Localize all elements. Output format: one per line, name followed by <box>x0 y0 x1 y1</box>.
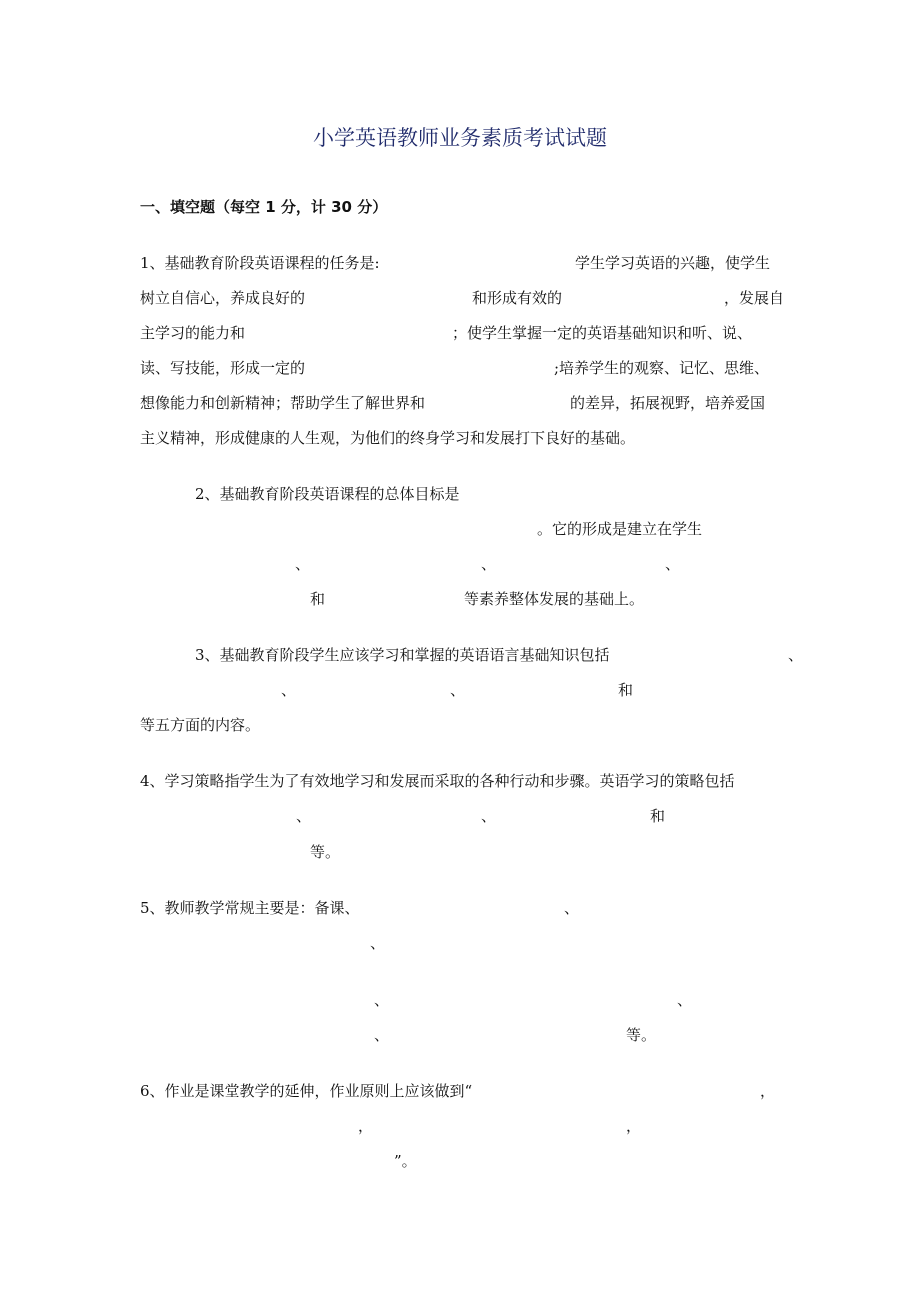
q6-separator: ， <box>626 1117 642 1135</box>
q2-separator: 、 <box>295 555 311 573</box>
q3-line3-text: 等五方面的内容。 <box>140 716 261 734</box>
q5-line1-text: 5、教师教学常规主要是：备课、 <box>140 899 360 917</box>
q1-line2-text: 树立自信心，养成良好的 <box>140 289 306 307</box>
q1-line1-cont: 学生学习英语的兴趣，使学生 <box>575 254 771 272</box>
q4-separator: 、 <box>296 807 312 825</box>
q5-separator: 、 <box>374 991 390 1009</box>
q1-line1-text: 1、基础教育阶段英语课程的任务是: <box>140 254 380 272</box>
q3-and: 和 <box>618 681 634 699</box>
q2-line1-text: 2、基础教育阶段英语课程的总体目标是 <box>195 485 460 503</box>
q3-line1-text: 3、基础教育阶段学生应该学习和掌握的英语语言基础知识包括 <box>195 646 610 664</box>
q5-separator: 、 <box>370 934 386 952</box>
q3-separator: 、 <box>450 681 466 699</box>
q1-line5-text: 想像能力和创新精神；帮助学生了解世界和 <box>140 394 426 412</box>
q1-line6-text: 主义精神，形成健康的人生观，为他们的终身学习和发展打下良好的基础。 <box>140 429 636 447</box>
q6-separator: ， <box>760 1082 776 1100</box>
q2-line4-text: 等素养整体发展的基础上。 <box>464 590 645 608</box>
q1-line2-end: ，发展自 <box>724 289 785 307</box>
q5-separator: 、 <box>564 899 580 917</box>
q6-line1-text: 6、作业是课堂教学的延伸，作业原则上应该做到“ <box>140 1082 473 1100</box>
q1-line2-mid: 和形成有效的 <box>472 289 563 307</box>
q4-separator: 、 <box>481 807 497 825</box>
q6-separator: ， <box>358 1117 374 1135</box>
q6-line3-text: ”。 <box>394 1152 417 1170</box>
q1-line3-cont: ；使学生掌握一定的英语基础知识和听、说、 <box>452 324 753 342</box>
q3-separator: 、 <box>788 646 804 664</box>
q5-separator: 、 <box>374 1026 390 1044</box>
q3-separator: 、 <box>281 681 297 699</box>
q2-line2-text: 。它的形成是建立在学生 <box>537 520 703 538</box>
q4-and: 和 <box>650 807 666 825</box>
q1-line4-cont: ;培养学生的观察、记忆、思维、 <box>554 359 770 377</box>
q4-line1-text: 4、学习策略指学生为了有效地学习和发展而采取的各种行动和步骤。英语学习的策略包括 <box>140 772 735 790</box>
page-title: 小学英语教师业务素质考试试题 <box>313 126 607 150</box>
q2-separator: 、 <box>481 555 497 573</box>
q1-line5-cont: 的差异，拓展视野，培养爱国 <box>570 394 766 412</box>
q2-separator: 、 <box>665 555 681 573</box>
q5-separator: 、 <box>677 991 693 1009</box>
q1-line4-text: 读、写技能，形成一定的 <box>140 359 306 377</box>
section-heading: 一、填空题（每空 1 分，计 30 分） <box>140 198 388 216</box>
q5-line4-text: 等。 <box>626 1026 657 1044</box>
q2-and: 和 <box>310 590 326 608</box>
q1-line3-text: 主学习的能力和 <box>140 324 246 342</box>
q4-line3-text: 等。 <box>310 843 341 861</box>
